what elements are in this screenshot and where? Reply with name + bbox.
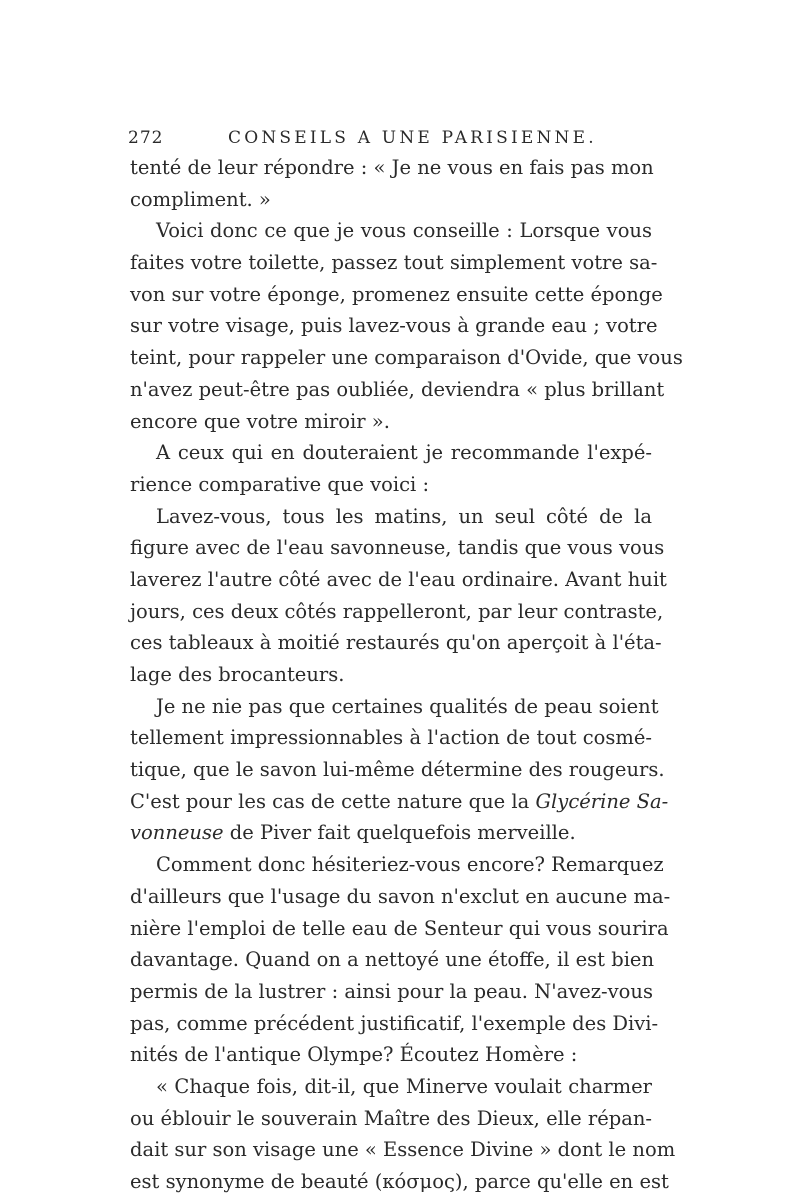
text-line: rience comparative que voici : [130, 472, 430, 496]
text-line-with-italic [130, 786, 669, 818]
text-line: pas, comme précédent justificatif, l'exemple des Divi- [130, 1011, 659, 1035]
text-line: faites votre toilette, passez tout simplement votre sa- [130, 251, 658, 275]
text-line: n'avez peut-être pas oubliée, deviendra « plus brillant [130, 377, 665, 401]
running-title: CONSEILS A UNE PARISIENNE. [228, 128, 597, 148]
text-line: compliment. » [130, 187, 271, 211]
text-line: permis de la lustrer : ainsi pour la peau. N'avez-vous [130, 979, 653, 1003]
text-line: d'ailleurs que l'usage du savon n'exclut en aucune ma- [130, 884, 671, 908]
text-line: nités de l'antique Olympe? Écoutez Homère : [130, 1043, 578, 1067]
text-line: Je ne nie pas que certaines qualités de peau soient [156, 694, 659, 718]
text-line: est synonyme de beauté (κόσμος), parce qu'elle en est [130, 1170, 669, 1193]
text-line: Comment donc hésiteriez-vous encore? Remarquez [156, 853, 664, 877]
text-line: A ceux qui en douteraient je recommande l'expé- [156, 441, 652, 465]
text-line: « Chaque fois, dit-il, que Minerve voulait charmer [156, 1074, 652, 1098]
text-line: dait sur son visage une « Essence Divine » dont le nom [130, 1138, 676, 1162]
text-line: encore que votre miroir ». [130, 409, 390, 433]
body-text [130, 152, 683, 1198]
running-header [128, 128, 668, 154]
text-line: figure avec de l'eau savonneuse, tandis que vous vous [130, 536, 665, 560]
text-line: tique, que le savon lui-même détermine des rougeurs. [130, 758, 665, 782]
page-number: 272 [128, 128, 164, 148]
text-line: tenté de leur répondre : « Je ne vous en fais pas mon [130, 156, 654, 179]
text-line-with-italic [130, 817, 652, 849]
text-line: Lavez-vous, tous les matins, un seul côté de la [156, 504, 652, 528]
text-line: Voici donc ce que je vous conseille : Lorsque vous [156, 219, 652, 243]
text-line: nière l'emploi de telle eau de Senteur qui vous sourira [130, 916, 669, 940]
text-line: teint, pour rappeler une comparaison d'Ovide, que vous [130, 346, 683, 370]
text-line: jours, ces deux côtés rappelleront, par leur contraste, [130, 599, 664, 623]
text-segment: de Piver fait quelquefois merveille. [223, 821, 576, 845]
text-line: lage des brocanteurs. [130, 663, 345, 686]
text-segment: C'est pour les cas de cette nature que la [130, 789, 536, 813]
text-line: davantage. Quand on a nettoyé une étoffe, il est bien [130, 948, 655, 972]
text-line: laverez l'autre côté avec de l'eau ordinaire. Avant huit [130, 567, 667, 591]
text-line: ces tableaux à moitié restaurés qu'on aperçoit à l'éta- [130, 631, 662, 655]
text-line: von sur votre éponge, promenez ensuite cette éponge [130, 282, 663, 306]
italic-product-name: vonneuse [130, 821, 224, 845]
text-line: ou éblouir le souverain Maître des Dieux, elle répan- [130, 1106, 652, 1130]
text-line: tellement impressionnables à l'action de tout cosmé- [130, 726, 652, 750]
text-line: sur votre visage, puis lavez-vous à grande eau ; votre [130, 314, 658, 338]
italic-product-name: Glycérine Sa- [535, 789, 669, 813]
